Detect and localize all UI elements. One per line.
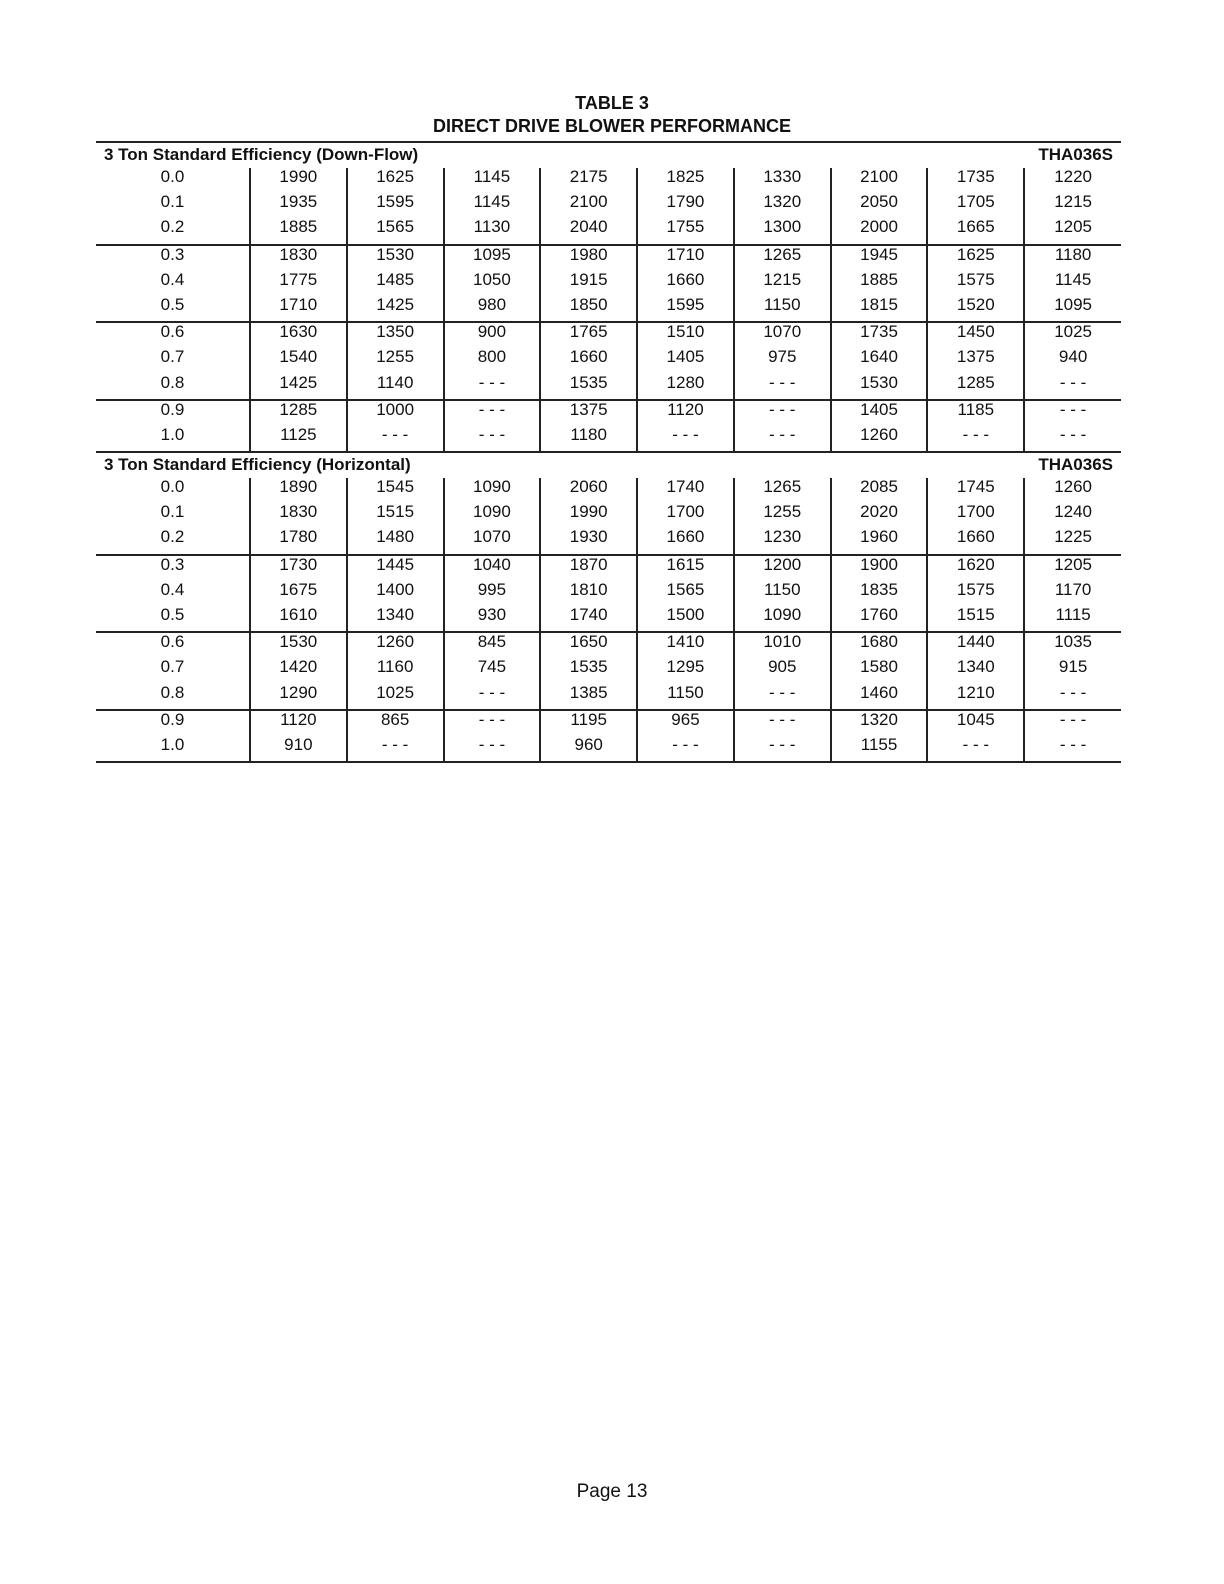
cfm-cell: 1420 (250, 658, 347, 683)
cfm-cell: 1520 (927, 296, 1024, 322)
cfm-cell: 910 (250, 736, 347, 762)
cfm-cell: 1260 (1024, 478, 1121, 503)
table-row (96, 271, 1121, 296)
cfm-cell: 1265 (734, 245, 831, 271)
table-row (96, 684, 1121, 710)
table-row (96, 606, 1121, 632)
cfm-cell: 1460 (831, 684, 928, 710)
cfm-cell: 1300 (734, 218, 831, 244)
cfm-cell: 1260 (347, 632, 444, 658)
model-number: THA036S (1038, 455, 1113, 475)
cfm-cell: 1285 (250, 400, 347, 426)
cfm-cell: 1405 (831, 400, 928, 426)
table-row (96, 193, 1121, 218)
table-row (96, 348, 1121, 373)
blower-performance-table (96, 141, 1121, 763)
cfm-cell: 1095 (444, 245, 541, 271)
static-pressure-cell: 0.9 (96, 710, 250, 736)
cfm-cell: - - - (444, 400, 541, 426)
cfm-cell: 1625 (927, 245, 1024, 271)
cfm-cell: 1915 (540, 271, 637, 296)
cfm-cell: 1660 (637, 528, 734, 554)
section-header (96, 142, 1121, 168)
cfm-cell: 865 (347, 710, 444, 736)
cfm-cell: 745 (444, 658, 541, 683)
cfm-cell: 1150 (734, 581, 831, 606)
model-number: THA036S (1038, 145, 1113, 164)
cfm-cell: 1350 (347, 322, 444, 348)
cfm-cell: - - - (734, 736, 831, 762)
table-row (96, 528, 1121, 554)
cfm-cell: 1650 (540, 632, 637, 658)
cfm-cell: 1735 (831, 322, 928, 348)
cfm-cell: 1830 (250, 503, 347, 528)
cfm-cell: 2000 (831, 218, 928, 244)
cfm-cell: 2020 (831, 503, 928, 528)
cfm-cell: - - - (347, 736, 444, 762)
cfm-cell: 1375 (540, 400, 637, 426)
cfm-cell: 980 (444, 296, 541, 322)
cfm-cell: 1205 (1024, 218, 1121, 244)
cfm-cell: 1440 (927, 632, 1024, 658)
cfm-cell: 1210 (927, 684, 1024, 710)
cfm-cell: - - - (444, 684, 541, 710)
static-pressure-cell: 0.8 (160, 682, 185, 702)
cfm-cell: 2085 (831, 478, 928, 503)
cfm-cell: 900 (444, 322, 541, 348)
cfm-cell: 1900 (831, 555, 928, 581)
cfm-cell: 1735 (927, 168, 1024, 193)
cfm-cell: 1200 (734, 555, 831, 581)
cfm-cell: - - - (734, 374, 831, 400)
cfm-cell: 1515 (347, 503, 444, 528)
table-row (96, 218, 1121, 244)
cfm-cell: - - - (637, 426, 734, 452)
cfm-cell: 1140 (347, 374, 444, 400)
cfm-cell: 1630 (250, 322, 347, 348)
cfm-cell: 1580 (831, 658, 928, 683)
cfm-cell: 1530 (347, 245, 444, 271)
cfm-cell: 1375 (927, 348, 1024, 373)
cfm-cell: 1745 (927, 478, 1024, 503)
cfm-cell: 1180 (1024, 245, 1121, 271)
cfm-cell: 1890 (250, 478, 347, 503)
table-row (96, 296, 1121, 322)
cfm-cell: 1530 (831, 374, 928, 400)
static-pressure-cell: 0.1 (160, 192, 185, 212)
table-row (96, 374, 1121, 400)
table-row (96, 322, 1121, 348)
table-number: TABLE 3 (575, 93, 649, 113)
cfm-cell: 1255 (347, 348, 444, 373)
cfm-cell: 1535 (540, 658, 637, 683)
cfm-cell: 1180 (540, 426, 637, 452)
cfm-cell: 1515 (927, 606, 1024, 632)
cfm-cell: 2100 (831, 168, 928, 193)
cfm-cell: 1070 (734, 322, 831, 348)
cfm-cell: 2100 (540, 193, 637, 218)
table-row (96, 658, 1121, 683)
cfm-cell: 1775 (250, 271, 347, 296)
cfm-cell: 1280 (637, 374, 734, 400)
static-pressure-cell: 0.9 (96, 400, 250, 426)
cfm-cell: 1980 (540, 245, 637, 271)
static-pressure-cell: 0.2 (160, 217, 185, 237)
cfm-cell: 1945 (831, 245, 928, 271)
cfm-cell: 1790 (637, 193, 734, 218)
cfm-cell: 915 (1024, 658, 1121, 683)
cfm-cell: 1625 (347, 168, 444, 193)
table-row (96, 478, 1121, 503)
cfm-cell: 1195 (540, 710, 637, 736)
cfm-cell: 1340 (347, 606, 444, 632)
cfm-cell: 1870 (540, 555, 637, 581)
cfm-cell: 1710 (637, 245, 734, 271)
table-row (96, 555, 1121, 581)
cfm-cell: 2175 (540, 168, 637, 193)
cfm-cell: 1215 (1024, 193, 1121, 218)
cfm-cell: 1025 (1024, 322, 1121, 348)
cfm-cell: 1225 (1024, 528, 1121, 554)
cfm-cell: 1680 (831, 632, 928, 658)
cfm-cell: 1090 (444, 503, 541, 528)
cfm-cell: 1170 (1024, 581, 1121, 606)
cfm-cell: 1620 (927, 555, 1024, 581)
cfm-cell: 1145 (444, 193, 541, 218)
cfm-cell: 1330 (734, 168, 831, 193)
cfm-cell: 960 (540, 736, 637, 762)
cfm-cell: 1240 (1024, 503, 1121, 528)
cfm-cell: - - - (444, 426, 541, 452)
cfm-cell: 2060 (540, 478, 637, 503)
static-pressure-cell: 0.4 (160, 269, 185, 289)
cfm-cell: 1130 (444, 218, 541, 244)
cfm-cell: 1990 (250, 168, 347, 193)
cfm-cell: 1595 (637, 296, 734, 322)
cfm-cell: 1740 (637, 478, 734, 503)
cfm-cell: - - - (1024, 374, 1121, 400)
cfm-cell: 1090 (734, 606, 831, 632)
cfm-cell: - - - (347, 426, 444, 452)
static-pressure-cell: 0.3 (96, 555, 250, 581)
cfm-cell: 940 (1024, 348, 1121, 373)
cfm-cell: 1120 (637, 400, 734, 426)
cfm-cell: 1145 (1024, 271, 1121, 296)
cfm-cell: 1810 (540, 581, 637, 606)
cfm-cell: 1535 (540, 374, 637, 400)
cfm-cell: 1160 (347, 658, 444, 683)
cfm-cell: 1565 (637, 581, 734, 606)
cfm-cell: 1615 (637, 555, 734, 581)
cfm-cell: 1220 (1024, 168, 1121, 193)
cfm-cell: 1405 (637, 348, 734, 373)
cfm-cell: 1045 (927, 710, 1024, 736)
cfm-cell: 1545 (347, 478, 444, 503)
static-pressure-cell: 0.7 (160, 657, 185, 677)
cfm-cell: 1410 (637, 632, 734, 658)
cfm-cell: 1040 (444, 555, 541, 581)
static-pressure-cell: 0.2 (160, 527, 185, 547)
static-pressure-cell: 0.5 (160, 294, 185, 314)
cfm-cell: 1400 (347, 581, 444, 606)
cfm-cell: 1115 (1024, 606, 1121, 632)
cfm-cell: 800 (444, 348, 541, 373)
cfm-cell: 1070 (444, 528, 541, 554)
cfm-cell: 975 (734, 348, 831, 373)
cfm-cell: - - - (734, 684, 831, 710)
cfm-cell: 1320 (734, 193, 831, 218)
static-pressure-cell: 0.0 (160, 167, 185, 186)
cfm-cell: 1780 (250, 528, 347, 554)
cfm-cell: 845 (444, 632, 541, 658)
cfm-cell: 1485 (347, 271, 444, 296)
cfm-cell: 1835 (831, 581, 928, 606)
cfm-cell: 1760 (831, 606, 928, 632)
cfm-cell: 1815 (831, 296, 928, 322)
cfm-cell: 1285 (927, 374, 1024, 400)
cfm-cell: 995 (444, 581, 541, 606)
cfm-cell: - - - (1024, 710, 1121, 736)
table-row (96, 426, 1121, 452)
cfm-cell: 1660 (927, 528, 1024, 554)
cfm-cell: 1425 (347, 296, 444, 322)
cfm-cell: 1000 (347, 400, 444, 426)
cfm-cell: 965 (637, 710, 734, 736)
cfm-cell: 1320 (831, 710, 928, 736)
table-row (96, 581, 1121, 606)
cfm-cell: 1765 (540, 322, 637, 348)
cfm-cell: 1450 (927, 322, 1024, 348)
table-row (96, 503, 1121, 528)
cfm-cell: 1290 (250, 684, 347, 710)
cfm-cell: 1610 (250, 606, 347, 632)
cfm-cell: 1710 (250, 296, 347, 322)
cfm-cell: 1850 (540, 296, 637, 322)
cfm-cell: 1230 (734, 528, 831, 554)
cfm-cell: 1205 (1024, 555, 1121, 581)
cfm-cell: 1510 (637, 322, 734, 348)
cfm-cell: 1260 (831, 426, 928, 452)
cfm-cell: - - - (927, 736, 1024, 762)
cfm-cell: 1825 (637, 168, 734, 193)
cfm-cell: 1885 (831, 271, 928, 296)
cfm-cell: 1120 (250, 710, 347, 736)
cfm-cell: 1035 (1024, 632, 1121, 658)
cfm-cell: 1665 (927, 218, 1024, 244)
cfm-cell: 1755 (637, 218, 734, 244)
cfm-cell: 1700 (927, 503, 1024, 528)
cfm-cell: 1425 (250, 374, 347, 400)
cfm-cell: 1025 (347, 684, 444, 710)
cfm-cell: 1565 (347, 218, 444, 244)
cfm-cell: 1885 (250, 218, 347, 244)
static-pressure-cell: 0.5 (160, 605, 185, 624)
cfm-cell: - - - (734, 400, 831, 426)
static-pressure-cell: 0.0 (160, 477, 185, 497)
cfm-cell: 1145 (444, 168, 541, 193)
cfm-cell: 1445 (347, 555, 444, 581)
cfm-cell: 1150 (637, 684, 734, 710)
cfm-cell: 1990 (540, 503, 637, 528)
cfm-cell: 1830 (250, 245, 347, 271)
cfm-cell: - - - (444, 374, 541, 400)
cfm-cell: 1150 (734, 296, 831, 322)
static-pressure-cell: 0.3 (96, 245, 250, 271)
cfm-cell: 1935 (250, 193, 347, 218)
section-header (96, 452, 1121, 478)
static-pressure-cell: 0.6 (96, 322, 250, 348)
cfm-cell: 1575 (927, 581, 1024, 606)
cfm-cell: - - - (444, 710, 541, 736)
table-row (96, 710, 1121, 736)
cfm-cell: 1705 (927, 193, 1024, 218)
static-pressure-cell: 1.0 (96, 736, 250, 762)
cfm-cell: 1480 (347, 528, 444, 554)
cfm-cell: - - - (734, 710, 831, 736)
table-row (96, 736, 1121, 762)
cfm-cell: - - - (734, 426, 831, 452)
cfm-cell: 1050 (444, 271, 541, 296)
cfm-cell: - - - (927, 426, 1024, 452)
cfm-cell: 2040 (540, 218, 637, 244)
cfm-cell: 1960 (831, 528, 928, 554)
table-row (96, 632, 1121, 658)
cfm-cell: - - - (1024, 426, 1121, 452)
section-label: 3 Ton Standard Efficiency (Horizontal) (104, 455, 411, 475)
static-pressure-cell: 1.0 (96, 426, 250, 452)
cfm-cell: - - - (1024, 736, 1121, 762)
cfm-cell: 1730 (250, 555, 347, 581)
static-pressure-cell: 0.8 (160, 372, 185, 392)
cfm-cell: 930 (444, 606, 541, 632)
static-pressure-cell: 0.1 (160, 502, 185, 522)
cfm-cell: 1500 (637, 606, 734, 632)
cfm-cell: 2050 (831, 193, 928, 218)
cfm-cell: 1530 (250, 632, 347, 658)
cfm-cell: - - - (1024, 684, 1121, 710)
cfm-cell: 1125 (250, 426, 347, 452)
cfm-cell: 1640 (831, 348, 928, 373)
cfm-cell: 1215 (734, 271, 831, 296)
cfm-cell: 1340 (927, 658, 1024, 683)
cfm-cell: 1595 (347, 193, 444, 218)
cfm-cell: 1385 (540, 684, 637, 710)
table-title: DIRECT DRIVE BLOWER PERFORMANCE (432, 116, 791, 136)
cfm-cell: 1090 (444, 478, 541, 503)
cfm-cell: 1155 (831, 736, 928, 762)
page-number: Page 13 (576, 1481, 648, 1502)
static-pressure-cell: 0.4 (160, 579, 185, 599)
cfm-cell: 1185 (927, 400, 1024, 426)
table-title-block (0, 92, 1224, 138)
cfm-cell: 1675 (250, 581, 347, 606)
cfm-cell: 1255 (734, 503, 831, 528)
table-row (96, 245, 1121, 271)
section-label: 3 Ton Standard Efficiency (Down-Flow) (104, 145, 419, 164)
table-row (96, 400, 1121, 426)
cfm-cell: 1265 (734, 478, 831, 503)
cfm-cell: 1700 (637, 503, 734, 528)
static-pressure-cell: 0.7 (160, 347, 185, 367)
table-row (96, 168, 1121, 193)
cfm-cell: - - - (444, 736, 541, 762)
cfm-cell: 1930 (540, 528, 637, 554)
cfm-cell: 1540 (250, 348, 347, 373)
static-pressure-cell: 0.6 (96, 632, 250, 658)
cfm-cell: 1740 (540, 606, 637, 632)
cfm-cell: 1295 (637, 658, 734, 683)
cfm-cell: - - - (637, 736, 734, 762)
cfm-cell: 1660 (637, 271, 734, 296)
cfm-cell: - - - (1024, 400, 1121, 426)
cfm-cell: 905 (734, 658, 831, 683)
cfm-cell: 1575 (927, 271, 1024, 296)
cfm-cell: 1095 (1024, 296, 1121, 322)
cfm-cell: 1010 (734, 632, 831, 658)
cfm-cell: 1660 (540, 348, 637, 373)
